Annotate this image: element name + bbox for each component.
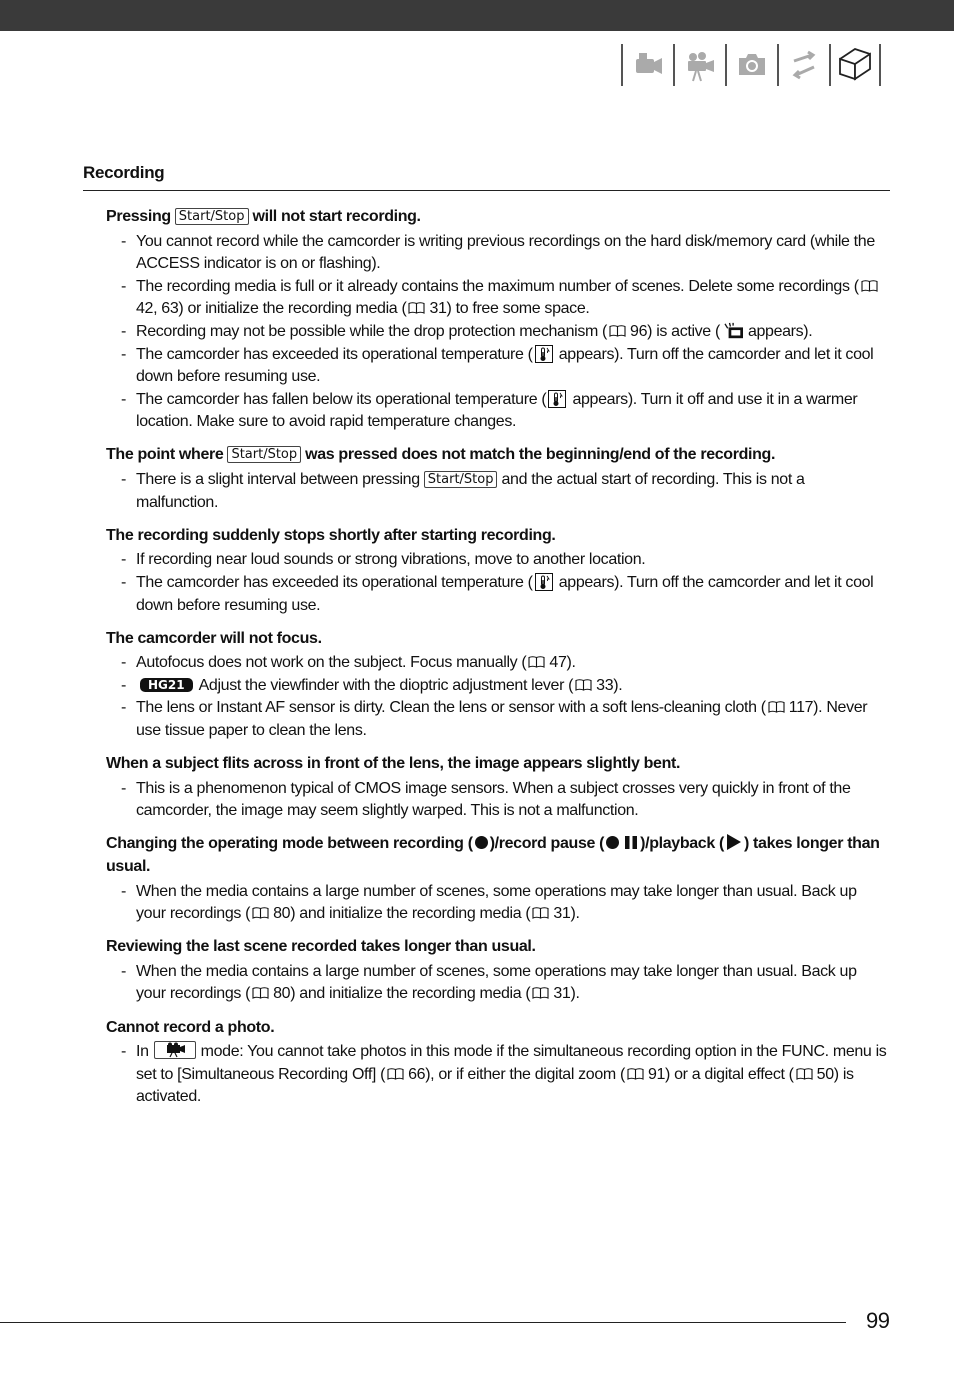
issue-heading: When a subject flits across in front of the lens, the image appears slightly bent. [106,755,681,773]
issue-heading: Changing the operating mode between recording ( )/record pause ( )/playback ( ) takes longer than usual. [106,835,880,875]
list-item: - Recording may not be possible while the drop protection mechanism ( 96) is active ( appears). [106,321,890,344]
book-icon [532,987,549,999]
book-icon [252,987,269,999]
book-icon [575,679,592,691]
list-item: - The lens or Instant AF sensor is dirty. Clean the lens or sensor with a soft lens-cleaning cloth ( 117). Never use tissue paper to clean the lens. [106,697,890,742]
camcorder-icon[interactable] [621,44,673,86]
list-item: - When the media contains a large number of scenes, some operations may take longer than usual. Back up your recordings ( 80) and initialize the recording media ( 31). [106,881,890,926]
list-item: - If recording near loud sounds or strong vibrations, move to another location. [106,549,890,572]
issue-heading: The camcorder will not focus. [106,629,322,647]
drop-protection-icon [722,322,746,340]
list-item: - The camcorder has exceeded its operational temperature ( appears). Turn off the camcorder and let it cool down before resuming use. [106,344,890,389]
thermometer-icon [535,573,553,591]
page-number: 99 [866,1308,890,1333]
pause-icon [624,836,638,849]
book-icon[interactable] [829,44,881,86]
list-item: - When the media contains a large number of scenes, some operations may take longer than usual. Back up your recordings ( 80) and initialize the recording media ( 31). [106,961,890,1006]
list-item: - There is a slight interval between pressing Start/Stop and the actual start of recording. This is not a malfunction. [106,469,890,514]
photo-camera-icon[interactable] [725,44,777,86]
book-icon [252,907,269,919]
book-icon [387,1068,404,1080]
list-item: - This is a phenomenon typical of CMOS image sensors. When a subject crosses very quickly in front of the camcorder, the image may seem slightly warped. This is not a malfunction. [106,778,890,823]
transfer-arrows-icon[interactable] [777,44,829,86]
thermometer-icon [548,390,566,408]
book-icon [627,1068,644,1080]
movie-camera-icon[interactable] [673,44,725,86]
issue-heading: The recording suddenly stops shortly after starting recording. [106,526,556,544]
issue-heading: The point where Start/Stop was pressed does not match the beginning/end of the recording. [106,446,776,464]
book-icon [528,656,545,668]
book-icon [609,325,626,337]
model-badge: HG21 [140,678,193,692]
issue-focus [106,628,890,743]
issue-heading: Reviewing the last scene recorded takes longer than usual. [106,938,536,956]
list-item: - The camcorder has fallen below its operational temperature ( appears). Turn it off and use it in a warmer location. Make sure to avoid rapid temperature changes. [106,389,890,434]
issue-sudden-stop [106,525,890,617]
issue-photo [106,1017,890,1109]
issue-heading: Cannot record a photo. [106,1018,275,1036]
issue-image-bent [106,753,890,823]
start-stop-button-label: Start/Stop [227,446,301,463]
book-icon [796,1068,813,1080]
thermometer-icon [535,345,553,363]
list-item: - In mode: You cannot take photos in this mode if the simultaneous recording option in the FUNC. menu is set to [Simultaneous Recording Off] ( 66), or if either the digital zoom ( 91) or a digital effect ( 50) is activated. [106,1041,890,1109]
list-item: - Autofocus does not work on the subject. Focus manually ( 47). [106,652,890,675]
section-title: Recording [83,163,165,182]
list-item: - HG21 Adjust the viewfinder with the dioptric adjustment lever ( 33). [106,675,890,698]
book-icon [861,280,878,292]
book-icon [532,907,549,919]
book-icon [408,302,425,314]
movie-mode-icon [154,1041,196,1059]
chapter-tab-icons [621,44,881,86]
book-icon [768,701,785,713]
top-bar [0,0,954,31]
issue-start-stop [106,206,890,434]
record-dot-icon [606,836,619,849]
list-item: - The recording media is full or it already contains the maximum number of scenes. Delete some recordings (42, 63) or initialize the recording media ( 31) to free some space. [106,276,890,321]
list-item: - You cannot record while the camcorder is writing previous recordings on the hard disk/memory card (while the ACCESS indicator is on or flashing). [106,231,890,276]
list-item: - The camcorder has exceeded its operational temperature ( appears). Turn off the camcorder and let it cool down before resuming use. [106,572,890,617]
issue-review-slow [106,936,890,1006]
issue-mode-change [106,833,890,925]
issue-heading: Pressing Start/Stop will not start recording. [106,208,421,225]
issue-point-mismatch [106,444,890,514]
start-stop-button-label: Start/Stop [175,208,249,225]
footer-divider [0,1322,846,1323]
section-divider [83,190,890,191]
record-dot-icon [475,836,488,849]
play-icon [727,834,741,850]
start-stop-button-label: Start/Stop [424,471,498,488]
troubleshooting-list [106,206,890,1119]
